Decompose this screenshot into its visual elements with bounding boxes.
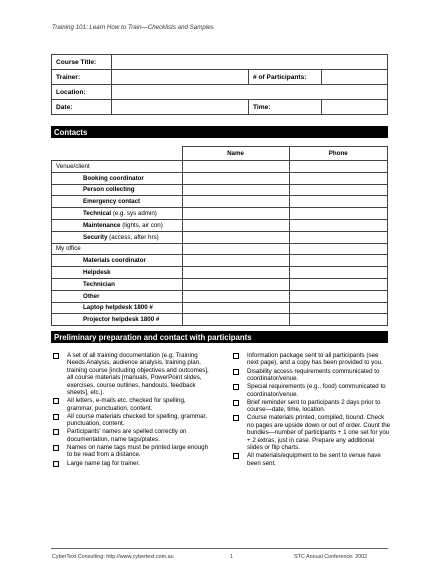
contact-role-text: Technician (83, 280, 115, 288)
contact-row (52, 255, 388, 267)
contact-phone-field[interactable] (289, 278, 388, 290)
contact-row (52, 278, 388, 290)
checklist-item (231, 399, 391, 414)
page-number: 1 (230, 554, 233, 560)
contact-role-text: Venue/client (56, 162, 90, 170)
contact-name-field[interactable] (182, 314, 289, 326)
footer-left: CyberText Consulting: http://www.cybertext.com.au (52, 554, 174, 560)
checklist-item (51, 444, 211, 459)
contact-phone-field[interactable] (289, 219, 388, 231)
checkbox[interactable] (233, 400, 239, 406)
contact-name-field[interactable] (182, 243, 289, 255)
checklist-item-text: Names on name tags must be printed large enough to be read from a distance. (67, 444, 209, 459)
contact-row (52, 184, 388, 196)
checklist-item (231, 383, 391, 398)
contact-name-field[interactable] (182, 172, 289, 184)
contacts-blank-header (52, 147, 183, 161)
contact-role-text: Person collecting (83, 186, 135, 194)
location-field[interactable] (112, 85, 388, 100)
checklist-item-text: All letters, e-mails etc. checked for spelling, grammar, punctuation, content. (67, 397, 186, 412)
checklist-left-column (51, 352, 211, 468)
checklist-item (51, 397, 211, 412)
contact-role-text: Materials coordinator (83, 257, 146, 265)
contact-row (52, 161, 388, 173)
checkbox[interactable] (233, 453, 239, 459)
checklist-item-text: Information package sent to all participants (see next page), and a copy has been provided to you. (247, 352, 383, 367)
contact-row (52, 172, 388, 184)
contact-role-label (52, 196, 183, 208)
contact-name-field[interactable] (182, 196, 289, 208)
contact-row (52, 267, 388, 279)
course-title-label: Course Title: (52, 55, 112, 70)
checklist-item (51, 352, 211, 396)
prep-section-title: Preliminary preparation and contact with participants (51, 332, 388, 343)
contacts-section-title: Contacts (51, 127, 388, 138)
contact-role-hint: (access, after hrs) (107, 233, 159, 241)
checkbox[interactable] (233, 353, 239, 359)
contact-role-label (52, 172, 183, 184)
contact-row (52, 243, 388, 255)
contact-role-hint: (e.g. sys admin) (111, 210, 157, 218)
contact-phone-field[interactable] (289, 290, 388, 302)
contact-name-field[interactable] (182, 219, 289, 231)
participants-label: # of Participants: (249, 70, 322, 85)
contact-name-field[interactable] (182, 267, 289, 279)
checklist-item-text: Course materials printed, compiled, bound. Check no pages are upside down or out of order. Count the bundles—number of participants + 1 one set for you + 2 extras, just in case. Prepare any additional slides or flip charts. (247, 414, 391, 452)
checklist-item (51, 460, 211, 467)
course-title-field[interactable] (112, 55, 388, 70)
checklist-item (231, 368, 391, 383)
contact-row (52, 196, 388, 208)
contact-row (52, 231, 388, 243)
checklist-item (231, 352, 391, 367)
contact-role-label (52, 243, 183, 255)
contact-name-field[interactable] (182, 278, 289, 290)
contact-role-text: Helpdesk (83, 269, 111, 277)
contact-role-text: Security (83, 233, 108, 241)
contact-phone-field[interactable] (289, 196, 388, 208)
footer-rule (51, 548, 388, 549)
contact-row (52, 314, 388, 326)
contact-role-hint: (lights, air con) (120, 221, 163, 229)
date-field[interactable] (112, 100, 249, 115)
checklist-item (51, 413, 211, 428)
trainer-field[interactable] (112, 70, 249, 85)
contact-role-text: Technical (83, 210, 112, 218)
contact-role-text: My office (56, 245, 81, 253)
contact-name-field[interactable] (182, 302, 289, 314)
checklist-item-text: Participants' names are spelled correctly on documentation, name tags/plates. (67, 428, 187, 443)
checklist-item-text: All materials/equipment to be sent to venue have been sent. (247, 452, 381, 467)
contact-role-text: Emergency contact (83, 198, 141, 206)
contact-role-label (52, 208, 183, 220)
contact-role-text: Other (83, 292, 100, 300)
contact-phone-field[interactable] (289, 255, 388, 267)
course-info-table (51, 54, 388, 115)
contact-phone-field[interactable] (289, 208, 388, 220)
contact-name-field[interactable] (182, 208, 289, 220)
checkbox[interactable] (53, 353, 59, 359)
contacts-phone-header: Phone (289, 147, 388, 161)
contact-phone-field[interactable] (289, 314, 388, 326)
checklist-item-text: A set of all training documentation (e.g. Training Needs Analysis, audience analysis, training plan, training course [including objectives and outcomes], all course materials [manuals, PowerPoint slides, exercises, course outlines, handouts, feedback sheets], etc.). (67, 352, 209, 397)
checklist-item-text: All course materials checked for spelling, grammar, punctuation, content. (67, 412, 207, 428)
checkbox[interactable] (233, 369, 239, 375)
contact-row (52, 302, 388, 314)
contact-role-label (52, 314, 183, 326)
contact-name-field[interactable] (182, 184, 289, 196)
checklist-item-text: Special requirements (e.g., food) communicated to coordinator/venue. (247, 383, 386, 398)
location-label: Location: (52, 85, 112, 100)
time-field[interactable] (322, 100, 388, 115)
contact-phone-field[interactable] (289, 184, 388, 196)
contact-phone-field[interactable] (289, 231, 388, 243)
contact-phone-field[interactable] (289, 172, 388, 184)
checklist-item-text: Disability access requirements communicated to coordinator/venue. (247, 367, 380, 383)
contact-role-text: Projector helpdesk 1800 # (83, 316, 160, 324)
contact-role-label (52, 278, 183, 290)
contact-phone-field[interactable] (289, 267, 388, 279)
checklist-item-text: Brief reminder sent to participants 2 days prior to course—date, time, location. (247, 398, 381, 414)
date-label: Date: (52, 100, 112, 115)
contacts-table (51, 146, 388, 326)
contact-role-label (52, 231, 183, 243)
checkbox[interactable] (233, 384, 239, 390)
checklist-item (231, 414, 391, 451)
checklist-item (51, 428, 211, 443)
contact-phone-field[interactable] (289, 302, 388, 314)
contact-role-label (52, 302, 183, 314)
checklist-right-column (231, 352, 391, 468)
time-label: Time: (249, 100, 322, 115)
participants-field[interactable] (322, 70, 388, 85)
document-header: Training 101: Learn How to Train—Checklists and Samples (52, 24, 214, 31)
checkbox[interactable] (53, 414, 59, 420)
contact-role-text: Laptop helpdesk 1800 # (83, 304, 153, 312)
contact-role-text: Booking coordinator (83, 174, 144, 182)
contact-role-label (52, 219, 183, 231)
contact-role-label (52, 290, 183, 302)
contact-role-label (52, 255, 183, 267)
contact-role-label (52, 161, 183, 173)
trainer-label: Trainer: (52, 70, 112, 85)
contact-row (52, 219, 388, 231)
checkbox[interactable] (53, 445, 59, 451)
contact-phone-field[interactable] (289, 161, 388, 173)
checkbox[interactable] (53, 461, 59, 467)
contact-row (52, 290, 388, 302)
contact-name-field[interactable] (182, 161, 289, 173)
checkbox[interactable] (53, 398, 59, 404)
checkbox[interactable] (233, 415, 239, 421)
contact-name-field[interactable] (182, 231, 289, 243)
checklist-item-text: Large name tag for trainer. (67, 459, 140, 467)
contact-name-field[interactable] (182, 255, 289, 267)
footer-right: STC Annual Conference: 2002 (294, 554, 368, 560)
checkbox[interactable] (53, 429, 59, 435)
contact-role-label (52, 184, 183, 196)
checklist-item (231, 452, 391, 467)
contact-role-label (52, 267, 183, 279)
contact-phone-field[interactable] (289, 243, 388, 255)
contacts-name-header: Name (182, 147, 289, 161)
contact-role-text: Maintenance (83, 221, 121, 229)
contact-name-field[interactable] (182, 290, 289, 302)
contact-row (52, 208, 388, 220)
